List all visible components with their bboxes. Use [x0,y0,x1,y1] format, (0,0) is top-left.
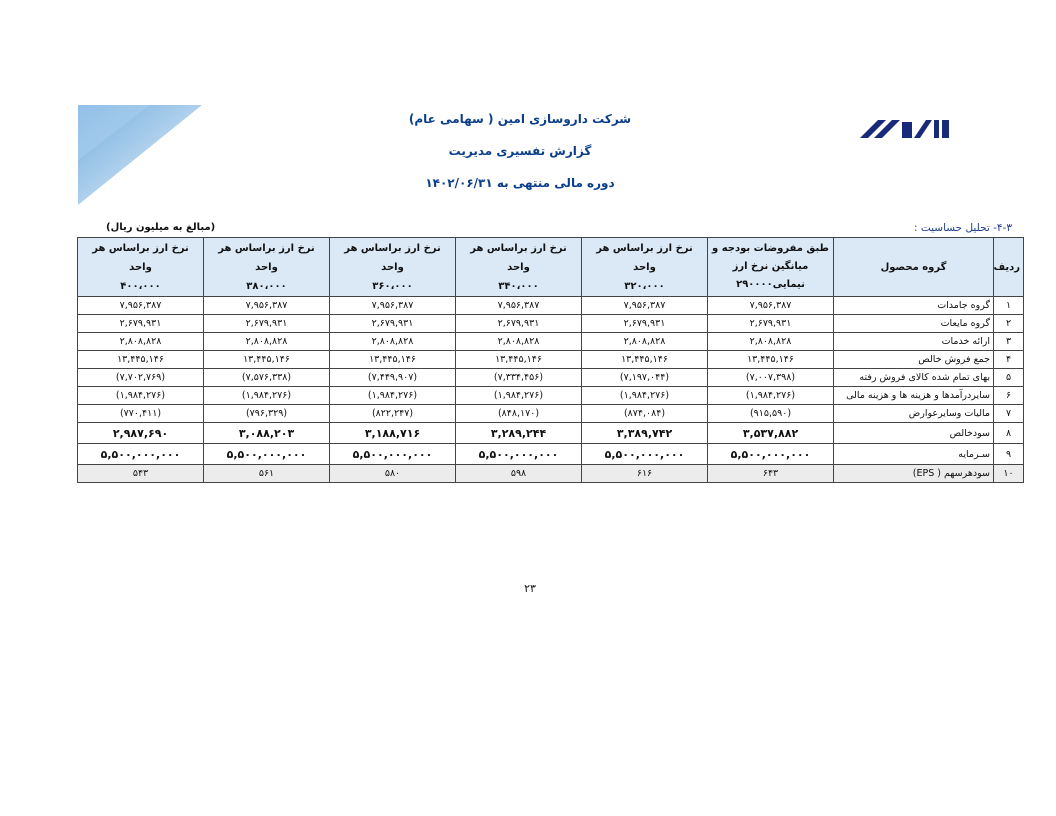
header-row-number: ردیف [994,238,1024,297]
row-label: مالیات وسایرعوارض [834,405,994,423]
cell-rate-5: (۷,۷۰۲,۷۶۹) [78,369,204,387]
cell-rate-4: (۷۹۶,۳۲۹) [204,405,330,423]
cell-rate-5: ۲,۹۸۷,۶۹۰ [78,423,204,444]
row-label: گروه مایعات [834,315,994,333]
header-rate-4: نرخ ارز براساس هر واحد ۳۸۰،۰۰۰ [204,238,330,297]
table-row [78,315,1024,333]
row-number: ۲ [994,315,1024,333]
table-row [78,405,1024,423]
cell-budget: ۱۳,۴۴۵,۱۴۶ [708,351,834,369]
cell-rate-3: ۵,۵۰۰,۰۰۰,۰۰۰ [330,444,456,465]
header-rate-1: نرخ ارز براساس هر واحد ۳۲۰،۰۰۰ [582,238,708,297]
cell-rate-1: ۵,۵۰۰,۰۰۰,۰۰۰ [582,444,708,465]
cell-budget: ۳,۵۳۷,۸۸۲ [708,423,834,444]
cell-rate-2: (۸۴۸,۱۷۰) [456,405,582,423]
cell-budget: (۹۱۵,۵۹۰) [708,405,834,423]
cell-rate-3: ۱۳,۴۴۵,۱۴۶ [330,351,456,369]
cell-rate-1: ۶۱۶ [582,465,708,483]
sensitivity-table [77,237,1024,483]
cell-rate-4: ۳,۰۸۸,۲۰۳ [204,423,330,444]
cell-rate-5: ۱۳,۴۴۵,۱۴۶ [78,351,204,369]
row-number: ۶ [994,387,1024,405]
cell-rate-5: ۵,۵۰۰,۰۰۰,۰۰۰ [78,444,204,465]
cell-rate-4: (۱,۹۸۴,۲۷۶) [204,387,330,405]
cell-rate-5: ۲,۶۷۹,۹۳۱ [78,315,204,333]
cell-rate-1: (۱,۹۸۴,۲۷۶) [582,387,708,405]
header-rate-2: نرخ ارز براساس هر واحد ۳۴۰،۰۰۰ [456,238,582,297]
cell-rate-5: (۷۷۰,۴۱۱) [78,405,204,423]
company-name: شرکت داروسازی امین ( سهامی عام) [408,112,632,126]
cell-rate-2: ۲,۸۰۸,۸۲۸ [456,333,582,351]
cell-budget: ۷,۹۵۶,۳۸۷ [708,297,834,315]
table-row [78,369,1024,387]
cell-rate-3: ۲,۶۷۹,۹۳۱ [330,315,456,333]
table-row [78,351,1024,369]
header-rate-3: نرخ ارز براساس هر واحد ۳۶۰،۰۰۰ [330,238,456,297]
cell-rate-4: ۵۶۱ [204,465,330,483]
cell-rate-3: ۳,۱۸۸,۷۱۶ [330,423,456,444]
row-number: ۹ [994,444,1024,465]
row-label: بهای تمام شده کالای فروش رفته [834,369,994,387]
row-label: سودهرسهم ( EPS) [834,465,994,483]
cell-budget: ۶۴۳ [708,465,834,483]
unit-note: (مبالغ به میلیون ریال) [106,222,216,233]
cell-rate-1: (۸۷۴,۰۸۴) [582,405,708,423]
table-row [78,387,1024,405]
section-title: ۴-۳- تحلیل حساسیت : [913,222,1012,234]
cell-budget: ۲,۸۰۸,۸۲۸ [708,333,834,351]
table-row [78,333,1024,351]
report-period: دوره مالی منتهی به ۱۴۰۲/۰۶/۳۱ [425,176,615,190]
row-number: ۴ [994,351,1024,369]
cell-budget: ۲,۶۷۹,۹۳۱ [708,315,834,333]
row-number: ۵ [994,369,1024,387]
report-title: گزارش تفسیری مدیریت [448,144,592,158]
cell-rate-3: (۷,۴۴۹,۹۰۷) [330,369,456,387]
table-row [78,423,1024,444]
cell-rate-3: (۱,۹۸۴,۲۷۶) [330,387,456,405]
page-number: ۲۳ [524,582,536,595]
cell-rate-2: (۷,۳۳۴,۴۵۶) [456,369,582,387]
cell-rate-2: ۵,۵۰۰,۰۰۰,۰۰۰ [456,444,582,465]
row-label: سایردرآمدها و هزینه ها و هزینه مالی [834,387,994,405]
cell-budget: ۵,۵۰۰,۰۰۰,۰۰۰ [708,444,834,465]
row-label: جمع فروش خالص [834,351,994,369]
cell-rate-1: ۲,۶۷۹,۹۳۱ [582,315,708,333]
cell-rate-3: (۸۲۲,۲۴۷) [330,405,456,423]
cell-rate-3: ۲,۸۰۸,۸۲۸ [330,333,456,351]
cell-rate-5: ۷,۹۵۶,۳۸۷ [78,297,204,315]
cell-rate-2: ۳,۲۸۹,۲۴۴ [456,423,582,444]
row-number: ۸ [994,423,1024,444]
row-number: ۳ [994,333,1024,351]
cell-rate-2: ۷,۹۵۶,۳۸۷ [456,297,582,315]
cell-budget: (۷,۰۰۷,۳۹۸) [708,369,834,387]
cell-rate-1: (۷,۱۹۷,۰۴۴) [582,369,708,387]
cell-rate-1: ۲,۸۰۸,۸۲۸ [582,333,708,351]
header-rate-5: نرخ ارز براساس هر واحد ۴۰۰،۰۰۰ [78,238,204,297]
cell-rate-4: ۲,۸۰۸,۸۲۸ [204,333,330,351]
amin-logo [856,114,952,144]
cell-rate-5: (۱,۹۸۴,۲۷۶) [78,387,204,405]
cell-rate-4: (۷,۵۷۶,۳۳۸) [204,369,330,387]
row-number: ۱۰ [994,465,1024,483]
table-row [78,297,1024,315]
table-row [78,444,1024,465]
cell-rate-2: ۲,۶۷۹,۹۳۱ [456,315,582,333]
cell-rate-4: ۵,۵۰۰,۰۰۰,۰۰۰ [204,444,330,465]
cell-rate-1: ۳,۳۸۹,۷۴۲ [582,423,708,444]
row-number: ۱ [994,297,1024,315]
cell-rate-3: ۵۸۰ [330,465,456,483]
table-row [78,465,1024,483]
cell-rate-2: (۱,۹۸۴,۲۷۶) [456,387,582,405]
corner-decoration [0,0,210,210]
cell-rate-5: ۵۴۳ [78,465,204,483]
row-label: گروه جامدات [834,297,994,315]
cell-rate-1: ۷,۹۵۶,۳۸۷ [582,297,708,315]
row-number: ۷ [994,405,1024,423]
header-budget-assumption: طبق مفروضات بودجه و میانگین نرخ ارز نیمایی۲۹۰۰۰۰ [708,238,834,297]
header-product-group: گروه محصول [834,238,994,297]
cell-rate-5: ۲,۸۰۸,۸۲۸ [78,333,204,351]
row-label: سـرمایه [834,444,994,465]
row-label: ارائه خدمات [834,333,994,351]
cell-rate-4: ۱۳,۴۴۵,۱۴۶ [204,351,330,369]
cell-rate-1: ۱۳,۴۴۵,۱۴۶ [582,351,708,369]
cell-budget: (۱,۹۸۴,۲۷۶) [708,387,834,405]
cell-rate-2: ۵۹۸ [456,465,582,483]
table-header-row [78,238,1024,297]
cell-rate-2: ۱۳,۴۴۵,۱۴۶ [456,351,582,369]
cell-rate-4: ۲,۶۷۹,۹۳۱ [204,315,330,333]
cell-rate-4: ۷,۹۵۶,۳۸۷ [204,297,330,315]
row-label: سودخالص [834,423,994,444]
cell-rate-3: ۷,۹۵۶,۳۸۷ [330,297,456,315]
